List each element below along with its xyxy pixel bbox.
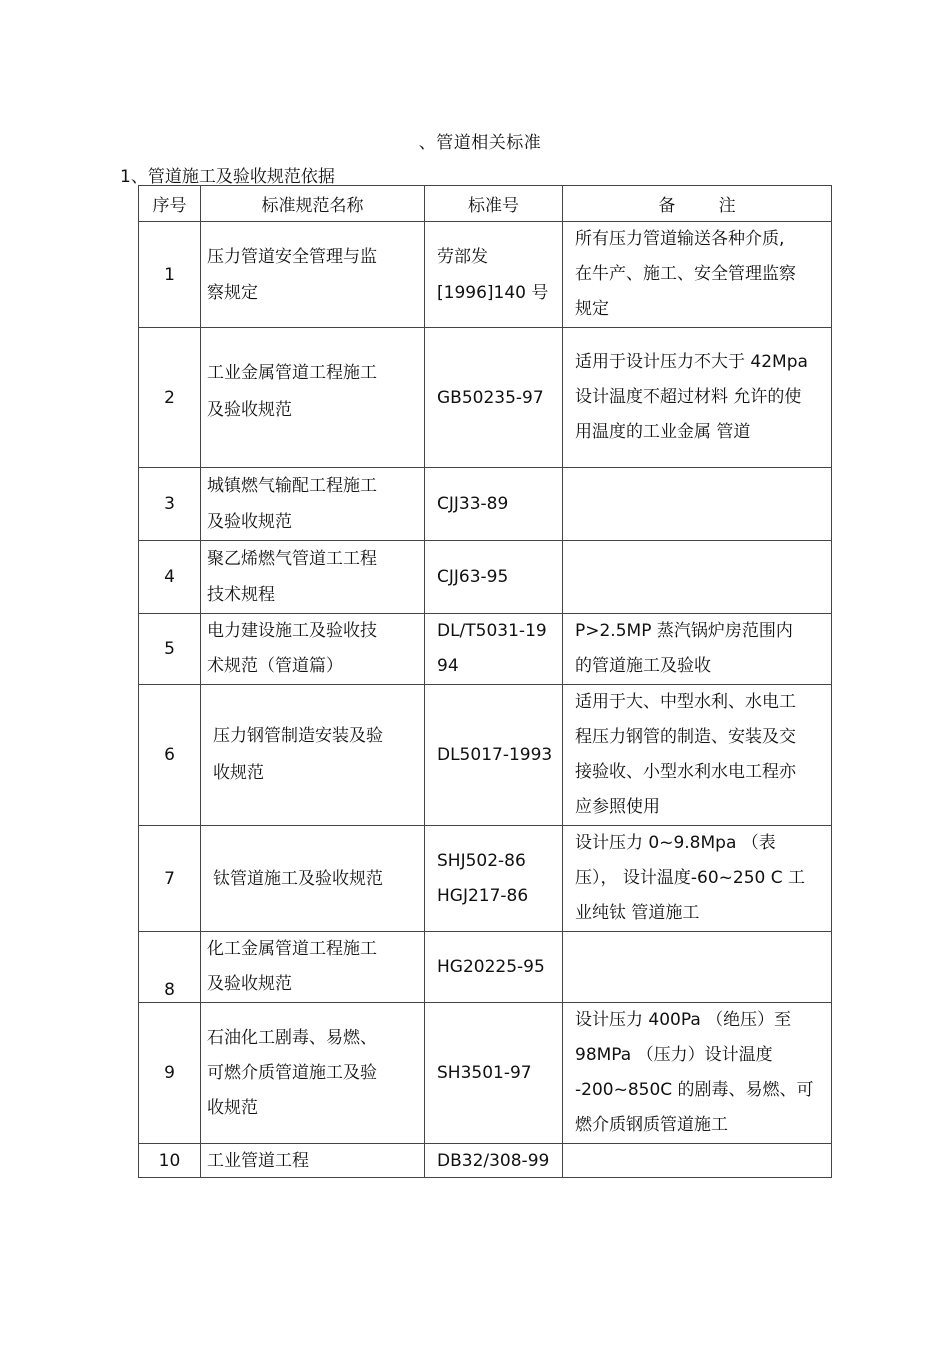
table-header-row (139, 186, 832, 222)
row-name: 聚乙烯燃气管道工工程 技术规程 (201, 541, 425, 614)
row-name: 工业金属管道工程施工 及验收规范 (201, 328, 425, 468)
row-code: DB32/308-99 (425, 1144, 563, 1178)
row-note: 适用于大、中型水利、水电工 程压力钢管的制造、安装及交 接验收、小型水利水电工程亦 应参照使用 (563, 685, 832, 826)
table-row (139, 222, 832, 328)
table-row (139, 685, 832, 826)
row-name: 城镇燃气输配工程施工 及验收规范 (201, 468, 425, 541)
row-code: CJJ63-95 (425, 541, 563, 614)
table-row (139, 614, 832, 685)
row-code: CJJ33-89 (425, 468, 563, 541)
row-code: HG20225-95 (425, 932, 563, 1003)
row-code: 劳部发 [1996]140 号 (425, 222, 563, 328)
row-no: 10 (139, 1144, 201, 1178)
row-note: 所有压力管道输送各种介质, 在牛产、施工、安全管理监察 规定 (563, 222, 832, 328)
row-name: 压力钢管制造安装及验 收规范 (201, 685, 425, 826)
header-name: 标准规范名称 (201, 186, 425, 222)
row-note (563, 468, 832, 541)
row-name: 工业管道工程 (201, 1144, 425, 1178)
section-heading: 1、管道施工及验收规范依据 (120, 167, 335, 187)
row-note: 设计压力 400Pa （绝压）至 98MPa （压力）设计温度 -200~850C 的剧毒、易燃、可 燃介质钢质管道施工 (563, 1003, 832, 1144)
row-note: P>2.5MP 蒸汽锅炉房范围内 的管道施工及验收 (563, 614, 832, 685)
row-name: 石油化工剧毒、易燃、 可燃介质管道施工及验 收规范 (201, 1003, 425, 1144)
row-name: 钛管道施工及验收规范 (201, 826, 425, 932)
row-name: 压力管道安全管理与监 察规定 (201, 222, 425, 328)
row-name: 电力建设施工及验收技 术规范（管道篇） (201, 614, 425, 685)
table-row (139, 541, 832, 614)
row-no: 8 (139, 932, 201, 1003)
row-name: 化工金属管道工程施工 及验收规范 (201, 932, 425, 1003)
header-code: 标准号 (425, 186, 563, 222)
row-no: 5 (139, 614, 201, 685)
header-no: 序号 (139, 186, 201, 222)
standards-table (138, 185, 832, 1178)
row-note: 适用于设计压力不大于 42Mpa 设计温度不超过材料 允许的使 用温度的工业金属 管道 (563, 328, 832, 468)
document-title: 、管道相关标准 (418, 133, 542, 153)
row-no: 9 (139, 1003, 201, 1144)
row-code: DL/T5031-19 94 (425, 614, 563, 685)
row-no: 3 (139, 468, 201, 541)
row-code: DL5017-1993 (425, 685, 563, 826)
row-note (563, 1144, 832, 1178)
table-row (139, 826, 832, 932)
table-row (139, 468, 832, 541)
table-row (139, 328, 832, 468)
row-note (563, 932, 832, 1003)
header-note: 备 注 (563, 186, 832, 222)
row-code: SH3501-97 (425, 1003, 563, 1144)
row-code: SHJ502-86 HGJ217-86 (425, 826, 563, 932)
table-row (139, 1003, 832, 1144)
row-note: 设计压力 0~9.8Mpa （表 压）， 设计温度-60~250 C 工 业纯钛 管道施工 (563, 826, 832, 932)
row-code: GB50235-97 (425, 328, 563, 468)
row-no: 7 (139, 826, 201, 932)
row-no: 2 (139, 328, 201, 468)
row-no: 6 (139, 685, 201, 826)
row-no: 4 (139, 541, 201, 614)
row-no: 1 (139, 222, 201, 328)
table-row (139, 1144, 832, 1178)
table-row (139, 932, 832, 1003)
row-note (563, 541, 832, 614)
